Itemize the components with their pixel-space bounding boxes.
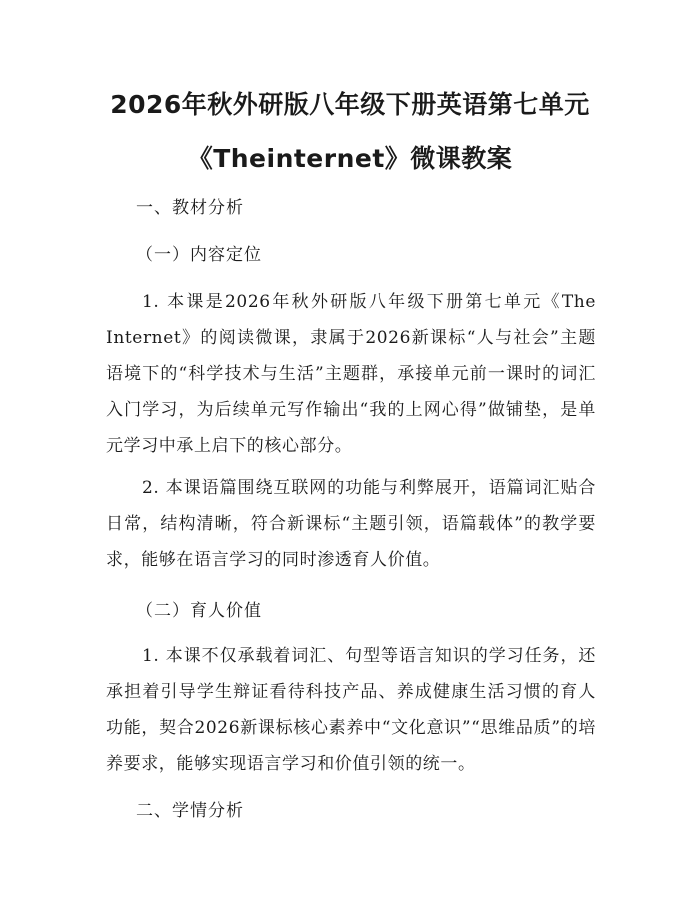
paragraph-content-positioning-1: 1. 本课是2026年秋外研版八年级下册第七单元《The Internet》的阅读微课，隶属于2026新课标“人与社会”主题语境下的“科学技术与生活”主题群，承接单元前一课时的词汇入门学习，为后续单元写作输出“我的上网心得”做铺垫，是单元学习中承上启下的核心部分。 bbox=[106, 292, 596, 456]
paragraph-content-positioning-2: 2. 本课语篇围绕互联网的功能与利弊展开，语篇词汇贴合日常，结构清晰，符合新课标“主题引领，语篇载体”的教学要求，能够在语言学习的同时渗透育人价值。 bbox=[106, 478, 596, 570]
document-title-line-2: 《Theinternet》微课教案 bbox=[187, 144, 513, 173]
subsection-heading-content-positioning: （一）内容定位 bbox=[136, 245, 262, 265]
section-heading-learner-analysis: 二、学情分析 bbox=[136, 801, 244, 821]
document-title-line-1: 2026年秋外研版八年级下册英语第七单元 bbox=[110, 90, 590, 119]
paragraph-educational-value-1: 1. 本课不仅承载着词汇、句型等语言知识的学习任务，还承担着引导学生辩证看待科技产品、养成健康生活习惯的育人功能，契合2026新课标核心素养中“文化意识”“思维品质”的培养要求，能够实现语言学习和价值引领的统一。 bbox=[106, 646, 596, 774]
subsection-heading-educational-value: （二）育人价值 bbox=[136, 601, 262, 621]
section-heading-textbook-analysis: 一、教材分析 bbox=[136, 198, 244, 218]
